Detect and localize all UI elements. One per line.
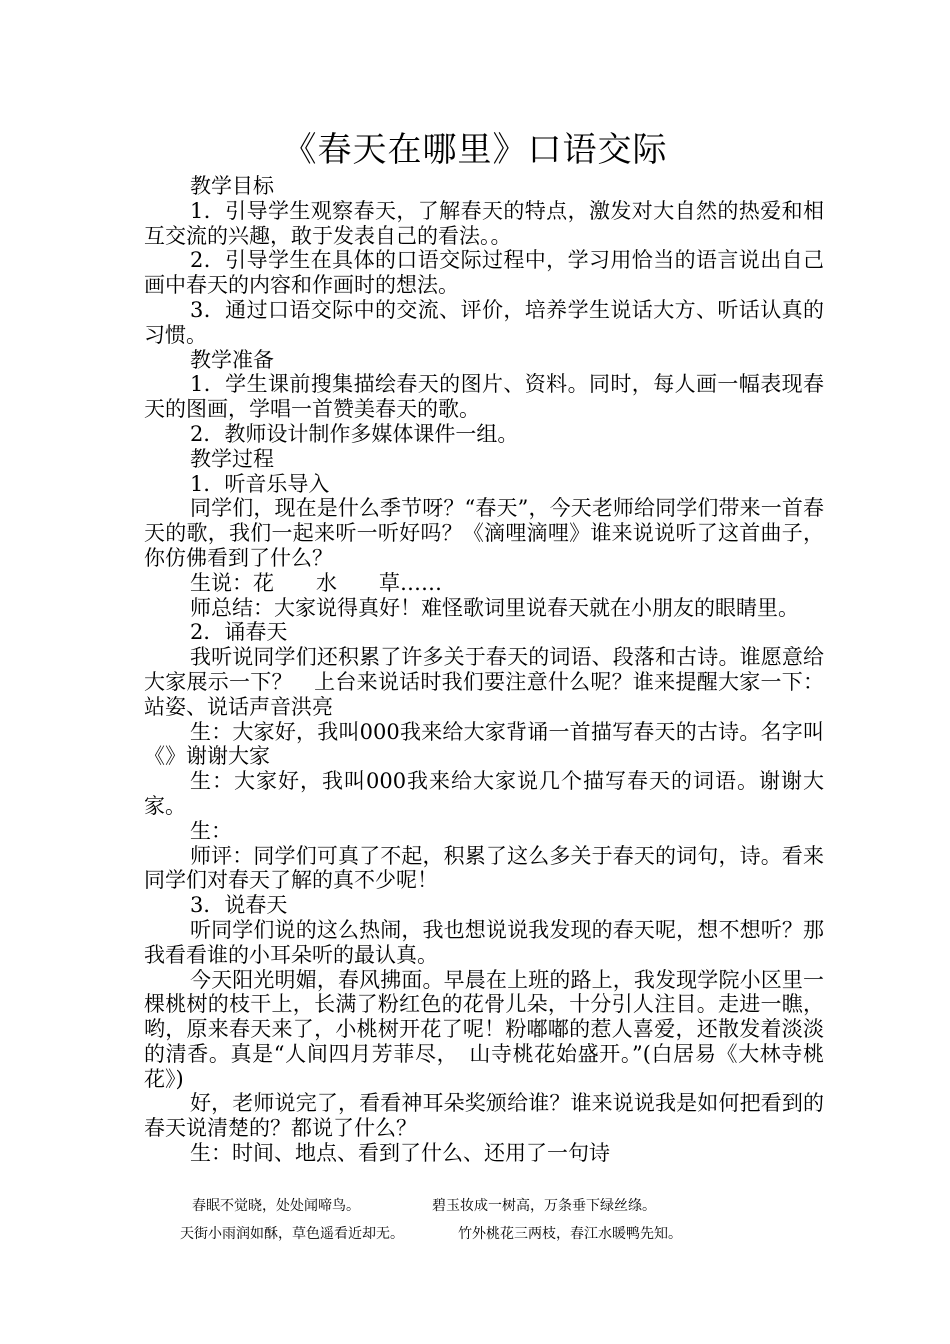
subheading: 1．听音乐导入	[190, 471, 330, 496]
heading-process: 教学过程	[190, 446, 274, 471]
paragraph: 听同学们说的这么热闹，我也想说说我发现的春天呢，想不想听？那我看看谁的小耳朵听的最认真。	[144, 917, 824, 967]
document-body	[144, 174, 824, 1166]
paragraph: 生：大家好，我叫000我来给大家说几个描写春天的词语。谢谢大家。	[144, 769, 824, 818]
poem-line: 碧玉妆成一树高，万条垂下绿丝绦。	[432, 1198, 656, 1214]
heading-objectives: 教学目标	[190, 174, 274, 198]
paragraph: 3．通过口语交际中的交流、评价，培养学生说话大方、听话认真的习惯。	[144, 297, 824, 347]
paragraph: 生说：花 水 草……	[190, 570, 442, 595]
paragraph: 师总结：大家说得真好！难怪歌词里说春天就在小朋友的眼睛里。	[190, 595, 799, 620]
paragraph: 好，老师说完了，看看神耳朵奖颁给谁？谁来说说我是如何把看到的春天说清楚的？都说了什么？	[144, 1091, 824, 1141]
poem-line: 天街小雨润如酥，草色遥看近却无。	[180, 1226, 404, 1242]
paragraph: 今天阳光明媚，春风拂面。早晨在上班的路上，我发现学院小区里一棵桃树的枝干上，长满了粉红色的花骨儿朵，十分引人注目。走进一瞧，哟，原来春天来了，小桃树开花了呢！粉嘟嘟的惹人喜爱，还散发着淡淡的清香。真是“人间四月芳菲尽， 山寺桃花始盛开。”(白居易《大林寺桃花》)	[144, 967, 824, 1091]
paragraph: 1．引导学生观察春天，了解春天的特点，激发对大自然的热爱和相互交流的兴趣，敢于发表自己的看法。。	[144, 198, 824, 248]
poem-line: 春眠不觉晓，处处闻啼鸟。	[192, 1198, 360, 1214]
paragraph: 1．学生课前搜集描绘春天的图片、资料。同时，每人画一幅表现春天的图画，学唱一首赞美春天的歌。	[144, 372, 824, 422]
poem-line: 竹外桃花三两枝，春江水暖鸭先知。	[458, 1226, 682, 1242]
paragraph: 生：大家好，我叫000我来给大家背诵一首描写春天的古诗。名字叫《》谢谢大家	[144, 719, 824, 769]
subheading: 3．说春天	[190, 893, 288, 918]
paragraph: 生：时间、地点、看到了什么、还用了一句诗	[190, 1141, 610, 1166]
paragraph: 2．引导学生在具体的口语交际过程中，学习用恰当的语言说出自己画中春天的内容和作画时的想法。	[144, 248, 824, 298]
paragraph: 师评：同学们可真了不起，积累了这么多关于春天的词句，诗。看来同学们对春天了解的真不少呢！	[144, 843, 824, 893]
paragraph: 我听说同学们还积累了许多关于春天的词语、段落和古诗。谁愿意给大家展示一下？ 上台来说话时我们要注意什么呢？谁来提醒大家一下：站姿、说话声音洪亮	[144, 645, 824, 719]
paragraph: 2．教师设计制作多媒体课件一组。	[190, 421, 519, 446]
heading-preparation: 教学准备	[190, 347, 274, 372]
document-title: 《春天在哪里》口语交际	[282, 130, 668, 170]
subheading: 2．诵春天	[190, 620, 288, 645]
paragraph: 生：	[190, 818, 232, 843]
paragraph: 同学们，现在是什么季节呀？“春天”，今天老师给同学们带来一首春天的歌，我们一起来听一听好吗？《滴哩滴哩》谁来说说听了这首曲子，你仿佛看到了什么？	[144, 496, 824, 570]
